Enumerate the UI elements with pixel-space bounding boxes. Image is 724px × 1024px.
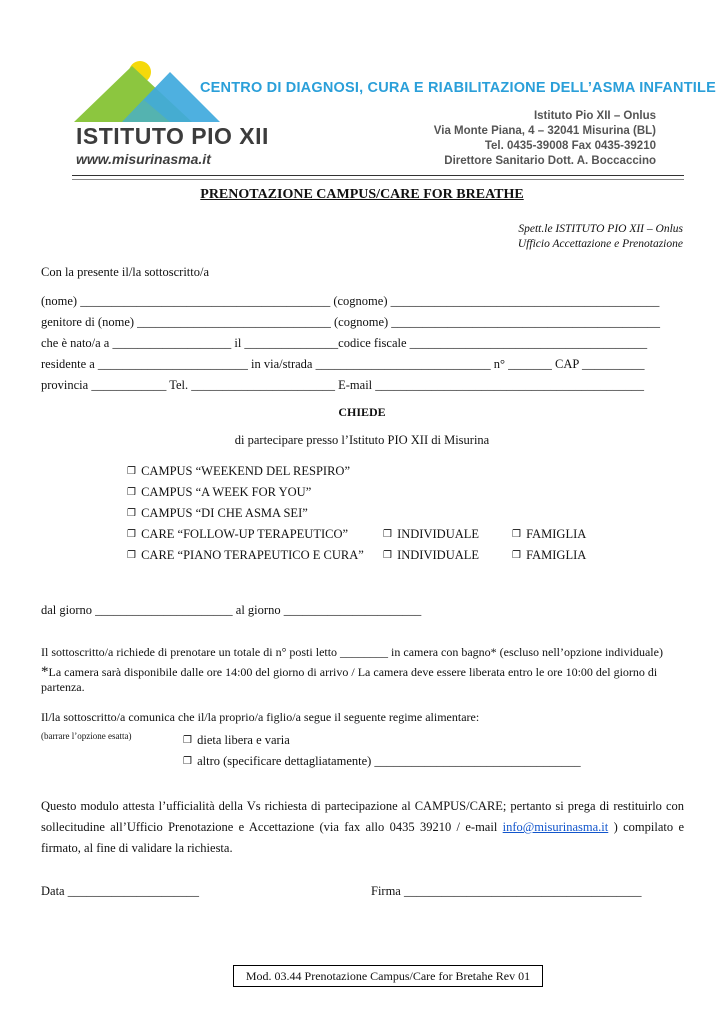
- checkbox-icon[interactable]: ❒: [383, 529, 392, 540]
- field-firma[interactable]: Firma ______________________________________: [371, 884, 642, 898]
- footer-module-code: Mod. 03.44 Prenotazione Campus/Care for Bretahe Rev 01: [233, 965, 543, 987]
- addressee-line: Spett.le ISTITUTO PIO XII – Onlus: [518, 223, 683, 235]
- option-campus-asma[interactable]: ❒ CAMPUS “DI CHE ASMA SEI”: [127, 506, 308, 520]
- field-nome-cognome[interactable]: (nome) ________________________________________ (cognome) ___________________________________________: [41, 294, 660, 308]
- field-nascita-cf[interactable]: che è nato/a a ___________________ il _______________codice fiscale ______________________________________: [41, 336, 648, 350]
- logo-url: www.misurinasma.it: [76, 151, 211, 167]
- checkbox-icon[interactable]: ❒: [127, 529, 136, 540]
- camera-note: *La camera sarà disponibile dalle ore 14:00 del giorno di arrivo / La camera deve essere liberata entro le ore 10:00 del giorno di partenza.: [41, 664, 658, 694]
- header-info-line: Tel. 0435-39008 Fax 0435-39210: [484, 140, 656, 152]
- email-link[interactable]: info@misurinasma.it: [502, 820, 609, 834]
- header-info-line: Direttore Sanitario Dott. A. Boccaccino: [444, 155, 656, 167]
- field-posti-letto[interactable]: Il sottoscritto/a richiede di prenotare un totale di n° posti letto ________ in camera con bagno* (escluso nell’opzione individuale): [41, 645, 663, 659]
- option-care-piano[interactable]: ❒ CARE “PIANO TERAPEUTICO E CURA”: [127, 548, 364, 562]
- option-care-followup-famiglia[interactable]: ❒ FAMIGLIA: [512, 527, 587, 541]
- checkbox-icon[interactable]: ❒: [127, 487, 136, 498]
- partecipare-text: di partecipare presso l’Istituto PIO XII di Misurina: [234, 433, 490, 447]
- closing-paragraph: Questo modulo attesta l’ufficialità della Vs richiesta di partecipazione al CAMPUS/CARE; pertanto si prega di restituirlo con sollecitudine all’Ufficio Prenotazione e Accettazione (via fax allo 0435 39210 / e-mail info@misurinasma.it ) compilato e firmato, al fine di validare la richiesta.: [41, 799, 684, 855]
- checkbox-icon[interactable]: ❒: [127, 550, 136, 561]
- regime-text: Il/la sottoscritto/a comunica che il/la proprio/a figlio/a segue il seguente regime alimentare:: [41, 710, 480, 724]
- barrare-note: (barrare l’opzione esatta): [41, 731, 132, 741]
- header-divider-thin: [72, 179, 684, 180]
- option-campus-week[interactable]: ❒ CAMPUS “A WEEK FOR YOU”: [127, 485, 312, 499]
- checkbox-icon[interactable]: ❒: [383, 550, 392, 561]
- logo-name: ISTITUTO PIO XII: [76, 123, 269, 149]
- field-contatti[interactable]: provincia ____________ Tel. _______________________ E-mail ___________________________________________: [41, 378, 645, 392]
- checkbox-icon[interactable]: ❒: [183, 756, 192, 767]
- form-title: PRENOTAZIONE CAMPUS/CARE FOR BREATHE: [200, 187, 524, 202]
- field-genitore[interactable]: genitore di (nome) _______________________________ (cognome) ___________________________________________: [41, 315, 661, 329]
- option-dieta-libera[interactable]: ❒ dieta libera e varia: [183, 733, 290, 747]
- header-info-line: Via Monte Piana, 4 – 32041 Misurina (BL): [433, 125, 656, 137]
- field-residenza[interactable]: residente a ________________________ in via/strada ____________________________ n° _______ CAP __________: [41, 357, 645, 371]
- field-date-range[interactable]: dal giorno ______________________ al giorno ______________________: [41, 603, 422, 617]
- chiede-heading: CHIEDE: [338, 405, 386, 419]
- header-title: CENTRO DI DIAGNOSI, CURA E RIABILITAZIONE DELL’ASMA INFANTILE: [200, 80, 716, 96]
- option-care-piano-famiglia[interactable]: ❒ FAMIGLIA: [512, 548, 587, 562]
- option-care-piano-individuale[interactable]: ❒ INDIVIDUALE: [383, 548, 480, 562]
- intro-text: Con la presente il/la sottoscritto/a: [41, 265, 210, 279]
- option-care-followup[interactable]: ❒ CARE “FOLLOW-UP TERAPEUTICO”: [127, 527, 349, 541]
- checkbox-icon[interactable]: ❒: [127, 466, 136, 477]
- option-dieta-altro[interactable]: ❒ altro (specificare dettagliatamente) _________________________________: [183, 754, 581, 768]
- option-campus-weekend[interactable]: ❒ CAMPUS “WEEKEND DEL RESPIRO”: [127, 464, 350, 478]
- checkbox-icon[interactable]: ❒: [127, 508, 136, 519]
- checkbox-icon[interactable]: ❒: [183, 735, 192, 746]
- field-data[interactable]: Data _____________________: [41, 884, 199, 898]
- addressee-line: Ufficio Accettazione e Prenotazione: [517, 238, 683, 250]
- checkbox-icon[interactable]: ❒: [512, 529, 521, 540]
- header-divider: [72, 175, 684, 176]
- checkbox-icon[interactable]: ❒: [512, 550, 521, 561]
- option-care-followup-individuale[interactable]: ❒ INDIVIDUALE: [383, 527, 480, 541]
- header-info-line: Istituto Pio XII – Onlus: [533, 110, 656, 122]
